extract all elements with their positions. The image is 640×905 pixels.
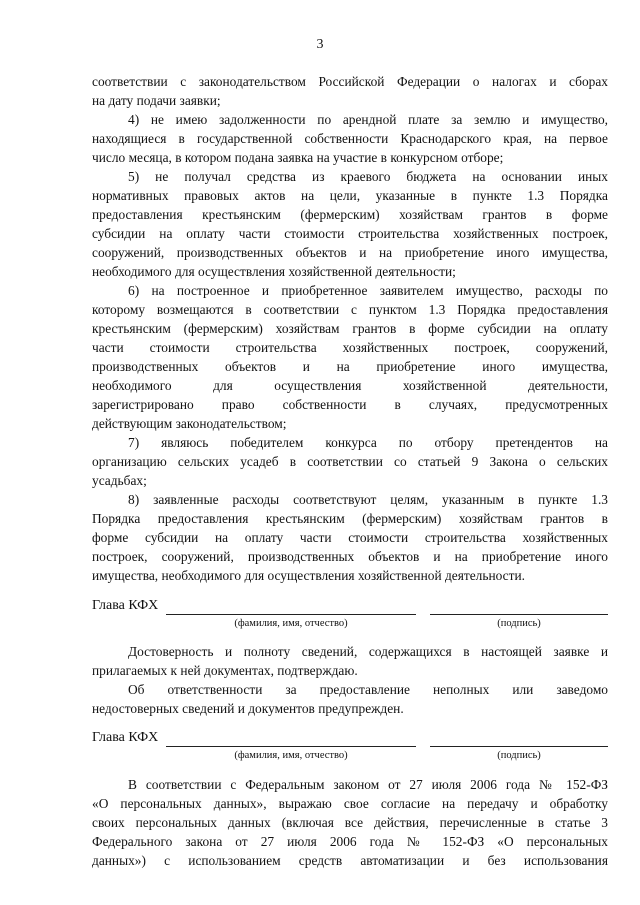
text-line: производственных объектов и на приобретение иного имущества, [92,359,608,374]
name-line [166,746,416,747]
text-line: соответствии с законодательством Российской Федерации о налогах и сборах [92,74,608,89]
signature-label: Глава КФХ [92,730,159,745]
text-line: усадьбах; [92,473,147,488]
text-line: 8) заявленные расходы соответствуют целям, указанным в пункте 1.3 [128,492,608,507]
text-line: сооружений, производственных объектов и на приобретение иного имущества, [92,245,608,260]
text-line: имущества, необходимого для осуществления хозяйственной деятельности. [92,568,525,583]
text-line: которому возмещаются в соответствии с пунктом 1.3 Порядка предоставления [92,302,608,317]
text-line: необходимого для осуществления хозяйственной деятельности; [92,264,456,279]
signature-caption: (подпись) [497,750,541,761]
text-line: «О персональных данных», выражаю свое согласие на передачу и обработку [92,796,608,811]
text-line: на дату подачи заявки; [92,93,221,108]
page-number: 3 [316,37,324,52]
name-line [166,614,416,615]
text-line: необходимого для осуществления хозяйственной деятельности, [92,378,608,393]
text-line: форме субсидии на оплату части стоимости строительства хозяйственных [92,530,608,545]
text-line: своих персональных данных (включая все действия, перечисленные в статье 3 [92,815,608,830]
text-line: зарегистрировано право собственности в случаях, предусмотренных [92,397,608,412]
text-line: Федерального закона от 27 июля 2006 года № 152-ФЗ «О персональных [92,834,608,849]
text-line: части стоимости строительства хозяйственных построек, сооружений, [92,340,608,355]
text-line: Достоверность и полноту сведений, содержащихся в настоящей заявке и [128,644,608,659]
text-line: 4) не имею задолженности по арендной плате за землю и имущество, [128,112,608,127]
signature-line [430,614,608,615]
text-line: В соответствии с Федеральным законом от 27 июля 2006 года № 152-ФЗ [128,777,608,792]
name-caption: (фамилия, имя, отчество) [234,618,348,629]
text-line: Порядка предоставления крестьянским (фермерским) хозяйствам грантов в [92,511,608,526]
text-line: Об ответственности за предоставление неполных или заведомо [128,682,608,697]
text-line: число месяца, в котором подана заявка на участие в конкурсном отборе; [92,150,504,165]
text-line: нормативных правовых актов на цели, указанные в пункте 1.3 Порядка [92,188,608,203]
signature-caption: (подпись) [497,618,541,629]
text-line: субсидии на оплату части стоимости строительства хозяйственных построек, [92,226,608,241]
text-line: 7) являюсь победителем конкурса по отбору претендентов на [128,435,608,450]
text-line: данных») с использованием средств автоматизации и без использования [92,853,608,868]
text-line: предоставления крестьянским (фермерским) хозяйствам грантов в форме [92,207,608,222]
text-line: крестьянским (фермерским) хозяйствам грантов в форме субсидии на оплату [92,321,608,336]
name-caption: (фамилия, имя, отчество) [234,750,348,761]
text-line: 6) на построенное и приобретенное заявителем имущество, расходы по [128,283,608,298]
text-line: действующим законодательством; [92,416,287,431]
signature-label: Глава КФХ [92,598,159,613]
text-line: организацию сельских усадеб в соответствии со статьей 9 Закона о сельских [92,454,608,469]
text-line: недостоверных сведений и документов предупрежден. [92,701,404,716]
text-line: 5) не получал средства из краевого бюджета на основании иных [128,169,608,184]
signature-line [430,746,608,747]
text-line: находящиеся в государственной собственности Краснодарского края, на первое [92,131,608,146]
text-line: прилагаемых к ней документах, подтверждаю. [92,663,358,678]
text-line: построек, сооружений, производственных объектов и на приобретение иного [92,549,608,564]
